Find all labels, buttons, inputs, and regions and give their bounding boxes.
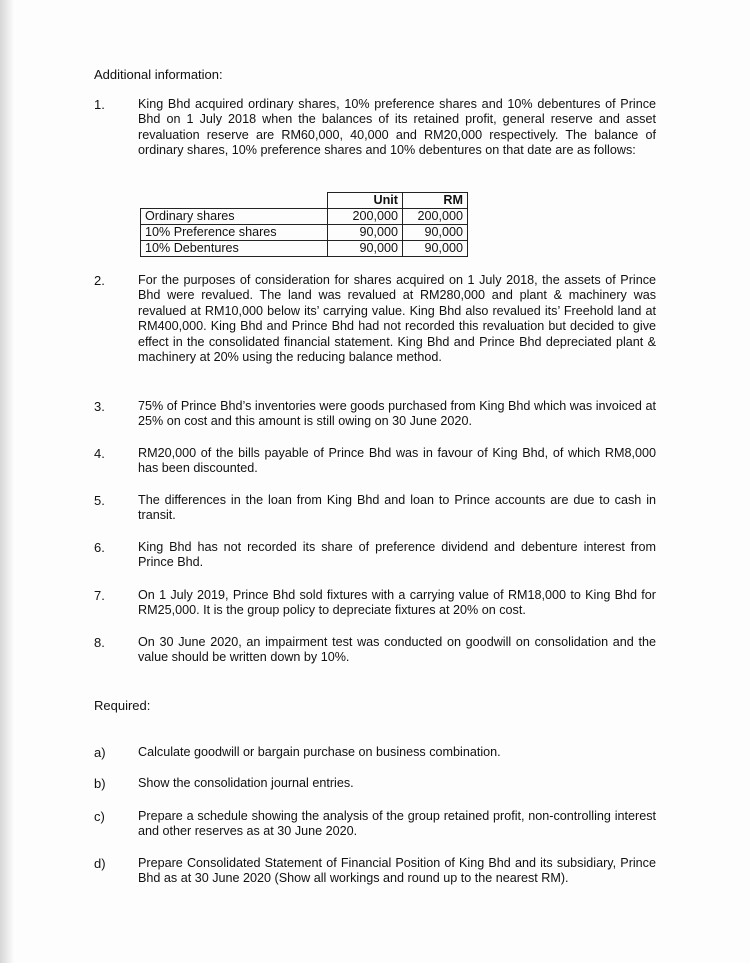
table-row	[141, 225, 468, 241]
item-number: 4.	[94, 446, 105, 461]
item-text: King Bhd acquired ordinary shares, 10% preference shares and 10% debentures of Prince Bhd on 1 July 2018 when the balances of its retained profit, general reserve and asset revaluation reserve are RM60,000, 40,000 and RM20,000 respectively. The balance of ordinary shares, 10% preference shares and 10% debentures on that date are as follows:	[138, 97, 656, 158]
item-text: King Bhd has not recorded its share of preference dividend and debenture interest from Prince Bhd.	[138, 540, 656, 570]
item-text: 75% of Prince Bhd’s inventories were goods purchased from King Bhd which was invoiced at 25% on cost and this amount is still owing on 30 June 2020.	[138, 399, 656, 429]
item-number: 1.	[94, 97, 105, 112]
table-cell-rm: 200,000	[403, 209, 468, 225]
item-number: 8.	[94, 635, 105, 650]
item-text: For the purposes of consideration for shares acquired on 1 July 2018, the assets of Prince Bhd were revalued. The land was revalued at RM280,000 and plant & machinery was revalued at RM10,000 below its’ carrying value. King Bhd also revalued its’ Freehold land at RM400,000. King Bhd and Prince Bhd had not recorded this revaluation but decided to give effect in the consolidated financial statement. King Bhd and Prince Bhd depreciated plant & machinery at 20% using the reducing balance method.	[138, 273, 656, 365]
table-header-blank	[141, 193, 328, 209]
page-shadow	[0, 0, 14, 963]
item-text: On 1 July 2019, Prince Bhd sold fixtures with a carrying value of RM18,000 to King Bhd for RM25,000. It is the group policy to depreciate fixtures at 20% on cost.	[138, 588, 656, 618]
table-cell-label: 10% Preference shares	[141, 225, 328, 241]
required-heading: Required:	[94, 698, 151, 713]
required-text: Show the consolidation journal entries.	[138, 776, 354, 790]
table-cell-rm: 90,000	[403, 241, 468, 257]
table-header-unit: Unit	[328, 193, 403, 209]
table-cell-rm: 90,000	[403, 225, 468, 241]
table-cell-unit: 90,000	[328, 241, 403, 257]
required-letter: a)	[94, 745, 106, 760]
item-text: RM20,000 of the bills payable of Prince Bhd was in favour of King Bhd, of which RM8,000 has been discounted.	[138, 446, 656, 476]
required-text: Prepare a schedule showing the analysis of the group retained profit, non-controlling interest and other reserves as at 30 June 2020.	[138, 809, 656, 839]
item-number: 3.	[94, 399, 105, 414]
required-text: Calculate goodwill or bargain purchase on business combination.	[138, 745, 501, 759]
item-text: The differences in the loan from King Bhd and loan to Prince accounts are due to cash in transit.	[138, 493, 656, 523]
share-balance-table	[140, 192, 468, 257]
item-text: On 30 June 2020, an impairment test was conducted on goodwill on consolidation and the value should be written down by 10%.	[138, 635, 656, 665]
table-header-row	[141, 193, 468, 209]
table-cell-unit: 90,000	[328, 225, 403, 241]
table-cell-label: Ordinary shares	[141, 209, 328, 225]
table-row	[141, 209, 468, 225]
item-number: 7.	[94, 588, 105, 603]
required-letter: c)	[94, 809, 105, 824]
additional-information-heading: Additional information:	[94, 67, 223, 82]
item-number: 6.	[94, 540, 105, 555]
item-number: 2.	[94, 273, 105, 288]
required-text: Prepare Consolidated Statement of Financial Position of King Bhd and its subsidiary, Prince Bhd as at 30 June 2020 (Show all workings and round up to the nearest RM).	[138, 856, 656, 886]
table-row	[141, 241, 468, 257]
required-letter: b)	[94, 776, 106, 791]
table-cell-unit: 200,000	[328, 209, 403, 225]
required-letter: d)	[94, 856, 106, 871]
item-number: 5.	[94, 493, 105, 508]
table-header-rm: RM	[403, 193, 468, 209]
table-cell-label: 10% Debentures	[141, 241, 328, 257]
